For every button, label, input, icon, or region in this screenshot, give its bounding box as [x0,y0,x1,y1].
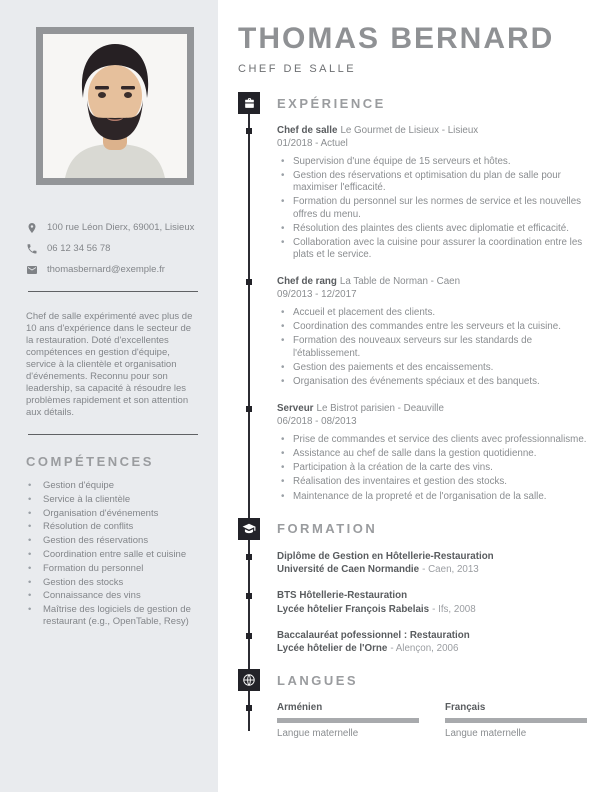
competence-item: • Organisation d'événements [26,508,202,520]
globe-icon [238,669,260,691]
school-line [277,564,597,577]
job-company: La Table de Norman - Caen [339,276,461,288]
job-bullet: • Gestion des réservations et optimisation du plan de salle pour maximiser l'efficacité. [293,170,597,194]
degree-title: BTS Hôtellerie-Restauration [277,590,408,602]
experience-entry [277,276,597,388]
job-bullet: • Réalisation des inventaires et gestion des stocks. [293,476,597,488]
experience-body [277,125,597,503]
competence-item: • Maîtrise des logiciels de gestion de restaurant (e.g., OpenTable, Resy) [26,604,202,628]
profile-photo-illustration [43,34,187,178]
job-dates: 09/2013 - 12/2017 [277,289,357,301]
contact-address-row [26,222,202,234]
job-bullet: • Formation des nouveaux serveurs sur les standards de l'établissement. [293,335,597,359]
job-bullet: • Coordination des commandes entre les serveurs et la cuisine. [293,321,597,333]
briefcase-icon [238,92,260,114]
experience-section-header [238,92,597,114]
school-name: Lycée hôtelier de l'Orne [277,643,388,655]
sidebar [0,0,218,792]
job-bullet: • Organisation des événements spéciaux et des banquets. [293,376,597,388]
formation-heading: FORMATION [277,521,378,537]
competence-item: • Coordination entre salle et cuisine [26,549,202,561]
formation-entry [277,630,597,656]
langues-section-header [238,669,597,691]
competence-item: • Gestion d'équipe [26,480,202,492]
main-column [218,0,612,792]
profile-summary: Chef de salle expérimenté avec plus de 10 ans d'expérience dans le secteur de la restauration. Doté d'excellentes compétences en gestion d'équipe, service à la clientèle et organisation d'événements. Reconnu pour son leadership, sa capacité à résoudre les problèmes rapidement et son attention aux détails. [26,311,193,419]
contact-email-row [26,264,202,276]
competence-item: • Formation du personnel [26,563,202,575]
formation-entry [277,551,597,577]
job-title-line [277,403,597,414]
competence-item: • Résolution de conflits [26,521,202,533]
job-title-line [277,276,597,287]
job-title: Serveur [277,402,314,414]
job-title: Chef de salle [277,125,338,136]
job-bullet: • Formation du personnel sur les normes de service et les nouvelles offres du menu. [293,196,597,220]
school-line [277,604,597,617]
job-bullet-list [277,434,597,503]
language-level-bar [277,718,419,723]
languages-row [277,702,597,739]
envelope-icon [26,264,38,276]
job-dates: 01/2018 - Actuel [277,138,348,149]
competences-list [26,480,202,627]
sidebar-divider [28,291,198,292]
competences-heading: COMPÉTENCES [26,454,154,470]
job-company: Le Bistrot parisien - Deauville [316,402,444,414]
language-level-label: Langue maternelle [277,728,359,740]
competence-item: • Gestion des stocks [26,577,202,589]
job-bullet: • Assistance au chef de salle dans la gestion quotidienne. [293,448,597,460]
langues-heading: LANGUES [277,672,359,688]
phone-icon [26,243,38,255]
job-title: Chef de rang [277,276,337,288]
profile-photo [36,27,194,185]
contact-block [26,222,202,276]
experience-entry [277,125,597,261]
candidate-job-title: CHEF DE SALLE [238,63,357,75]
language-item [277,702,429,739]
job-bullet-list [277,307,597,388]
contact-address: 100 rue Léon Dierx, 69001, Lisieux [47,222,195,233]
job-dates: 06/2018 - 08/2013 [277,415,357,427]
competence-item: • Service à la clientèle [26,494,202,506]
langues-body [277,702,597,739]
contact-email: thomasbernard@exemple.fr [47,264,165,276]
competence-item: • Gestion des réservations [26,535,202,547]
degree-title: Diplôme de Gestion en Hôtellerie-Restauration [277,550,494,562]
language-level-bar [445,718,587,723]
contact-phone: 06 12 34 56 78 [47,243,111,255]
job-bullet: • Gestion des paiements et des encaissements. [293,362,597,374]
language-name: Français [445,702,486,714]
language-name: Arménien [277,702,323,714]
formation-entry [277,590,597,616]
job-company: Le Gourmet de Lisieux - Lisieux [340,125,479,136]
school-detail: - Alençon, 2006 [390,643,459,655]
job-title-line [277,125,597,136]
candidate-name: THOMAS BERNARD [238,22,555,55]
sidebar-divider-2 [28,434,198,435]
job-bullet: • Résolution des plaintes des clients avec diplomatie et efficacité. [293,223,597,235]
school-detail: - Ifs, 2008 [432,603,476,615]
school-name: Université de Caen Normandie [277,564,420,576]
graduation-cap-icon [238,518,260,540]
job-bullet: • Supervision d'une équipe de 15 serveurs et hôtes. [293,156,597,168]
contact-phone-row [26,243,202,255]
school-detail: - Caen, 2013 [422,564,479,576]
job-bullet: • Maintenance de la propreté et de l'organisation de la salle. [293,491,597,503]
school-name: Lycée hôtelier François Rabelais [277,603,430,615]
degree-title: Baccalauréat pofessionnel : Restauration [277,629,470,641]
experience-heading: EXPÉRIENCE [277,95,386,111]
job-bullet: • Participation à la création de la carte des vins. [293,462,597,474]
formation-section-header [238,518,597,540]
job-bullet: • Prise de commandes et service des clients avec professionnalisme. [293,434,597,446]
timeline [238,92,597,739]
job-bullet: • Collaboration avec la cuisine pour assurer la coordination entre les plats et le service. [293,237,597,261]
school-line [277,643,597,656]
experience-entry [277,403,597,503]
competence-item: • Connaissance des vins [26,590,202,602]
location-pin-icon [26,222,38,234]
job-bullet-list [277,156,597,261]
language-item [445,702,597,739]
language-level-label: Langue maternelle [445,728,527,740]
formation-body [277,551,597,656]
job-bullet: • Accueil et placement des clients. [293,307,597,319]
